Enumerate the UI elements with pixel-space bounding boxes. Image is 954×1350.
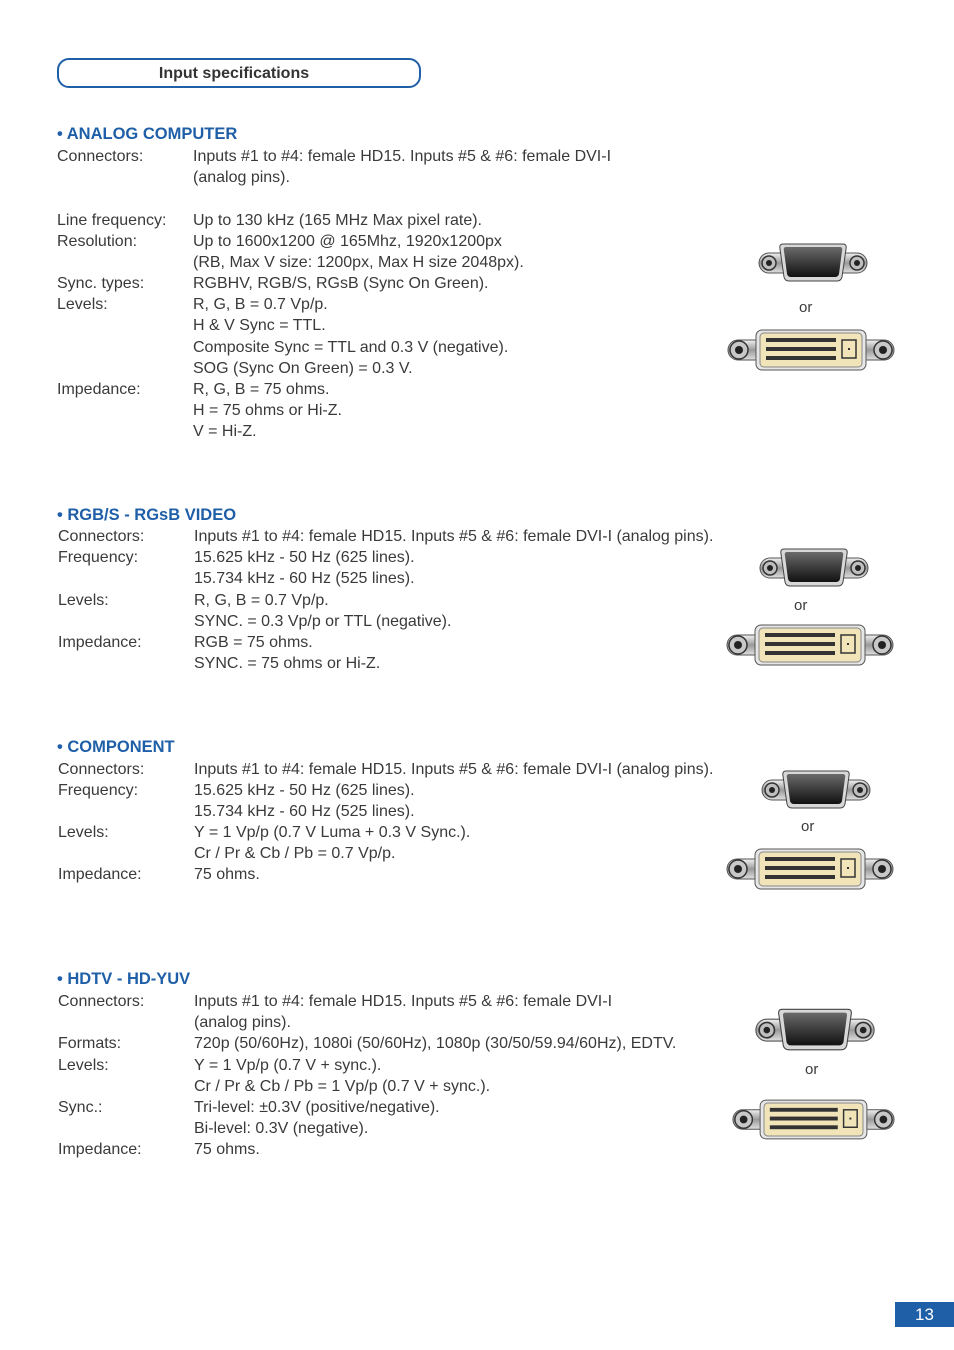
spec-label: Levels: xyxy=(58,824,109,841)
spec-label: Impedance: xyxy=(57,381,141,398)
spec-label: Frequency: xyxy=(58,549,139,566)
spec-value: SYNC. = 0.3 Vp/p or TTL (negative). xyxy=(194,613,452,630)
spec-value: 15.625 kHz - 50 Hz (625 lines). xyxy=(194,549,415,566)
dvi-i-connector-icon xyxy=(731,1098,896,1141)
spec-label: Levels: xyxy=(57,296,108,313)
dvi-i-connector-icon xyxy=(725,847,895,891)
spec-value: SYNC. = 75 ohms or Hi-Z. xyxy=(194,655,381,672)
hd15-connector-icon xyxy=(758,546,870,588)
page-title: Input specifications xyxy=(158,65,310,82)
spec-label: Connectors: xyxy=(57,148,144,165)
spec-label: Connectors: xyxy=(58,528,145,545)
spec-value: Cr / Pr & Cb / Pb = 1 Vp/p (0.7 V + sync.). xyxy=(194,1078,491,1095)
spec-value: RGBHV, RGB/S, RGsB (Sync On Green). xyxy=(193,275,489,292)
spec-value: 75 ohms. xyxy=(194,1141,260,1158)
spec-value: Inputs #1 to #4: female HD15. Inputs #5 & #6: female DVI-I xyxy=(193,148,612,165)
or-label: or xyxy=(799,299,813,316)
spec-label: Formats: xyxy=(58,1035,122,1052)
spec-value: 75 ohms. xyxy=(194,866,260,883)
spec-value: Tri-level: ±0.3V (positive/negative). xyxy=(194,1099,440,1116)
spec-value: Composite Sync = TTL and 0.3 V (negative). xyxy=(193,339,509,356)
spec-value: Cr / Pr & Cb / Pb = 0.7 Vp/p. xyxy=(194,845,396,862)
spec-label: Levels: xyxy=(58,592,109,609)
spec-label: Connectors: xyxy=(58,993,145,1010)
spec-value: V = Hi-Z. xyxy=(193,423,257,440)
spec-value: 720p (50/60Hz), 1080i (50/60Hz), 1080p (30/50/59.94/60Hz), EDTV. xyxy=(194,1035,677,1052)
spec-label: Sync. types: xyxy=(57,275,145,292)
section-title: • ANALOG COMPUTER xyxy=(57,125,238,143)
spec-value: 15.734 kHz - 60 Hz (525 lines). xyxy=(194,570,415,587)
spec-value: R, G, B = 0.7 Vp/p. xyxy=(194,592,329,609)
spec-value: 15.734 kHz - 60 Hz (525 lines). xyxy=(194,803,415,820)
spec-value: Up to 1600x1200 @ 165Mhz, 1920x1200px xyxy=(193,233,502,250)
spec-label: Levels: xyxy=(58,1057,109,1074)
spec-label: Sync.: xyxy=(58,1099,103,1116)
section-title: • HDTV - HD-YUV xyxy=(57,970,191,988)
hd15-connector-icon xyxy=(753,1006,877,1052)
dvi-i-connector-icon xyxy=(725,623,895,667)
spec-value: (RB, Max V size: 1200px, Max H size 2048px). xyxy=(193,254,524,271)
spec-value: H = 75 ohms or Hi-Z. xyxy=(193,402,342,419)
spec-value: Up to 130 kHz (165 MHz Max pixel rate). xyxy=(193,212,482,229)
spec-value: Inputs #1 to #4: female HD15. Inputs #5 & #6: female DVI-I (analog pins). xyxy=(194,761,714,778)
spec-value: Inputs #1 to #4: female HD15. Inputs #5 & #6: female DVI-I (analog pins). xyxy=(194,528,714,545)
hd15-connector-icon xyxy=(757,241,869,283)
spec-label: Line frequency: xyxy=(57,212,167,229)
spec-value: (analog pins). xyxy=(193,169,290,186)
spec-value: 15.625 kHz - 50 Hz (625 lines). xyxy=(194,782,415,799)
or-label: or xyxy=(805,1061,819,1078)
dvi-i-connector-icon xyxy=(726,328,896,372)
spec-value: Bi-level: 0.3V (negative). xyxy=(194,1120,369,1137)
spec-label: Connectors: xyxy=(58,761,145,778)
hd15-connector-icon xyxy=(760,768,872,810)
spec-label: Impedance: xyxy=(58,1141,142,1158)
spec-label: Impedance: xyxy=(58,866,142,883)
spec-value: H & V Sync = TTL. xyxy=(193,317,326,334)
spec-value: R, G, B = 75 ohms. xyxy=(193,381,330,398)
spec-value: RGB = 75 ohms. xyxy=(194,634,313,651)
page-number: 13 xyxy=(895,1302,954,1327)
section-header-box xyxy=(57,58,421,88)
spec-value: (analog pins). xyxy=(194,1014,291,1031)
spec-value: SOG (Sync On Green) = 0.3 V. xyxy=(193,360,413,377)
spec-value: R, G, B = 0.7 Vp/p. xyxy=(193,296,328,313)
or-label: or xyxy=(794,597,808,614)
section-title: • COMPONENT xyxy=(57,738,175,756)
spec-value: Y = 1 Vp/p (0.7 V Luma + 0.3 V Sync.). xyxy=(194,824,471,841)
spec-label: Frequency: xyxy=(58,782,139,799)
spec-value: Inputs #1 to #4: female HD15. Inputs #5 & #6: female DVI-I xyxy=(194,993,613,1010)
section-title: • RGB/S - RGsB VIDEO xyxy=(57,506,237,524)
spec-value: Y = 1 Vp/p (0.7 V + sync.). xyxy=(194,1057,382,1074)
or-label: or xyxy=(801,818,815,835)
spec-label: Impedance: xyxy=(58,634,142,651)
spec-label: Resolution: xyxy=(57,233,138,250)
